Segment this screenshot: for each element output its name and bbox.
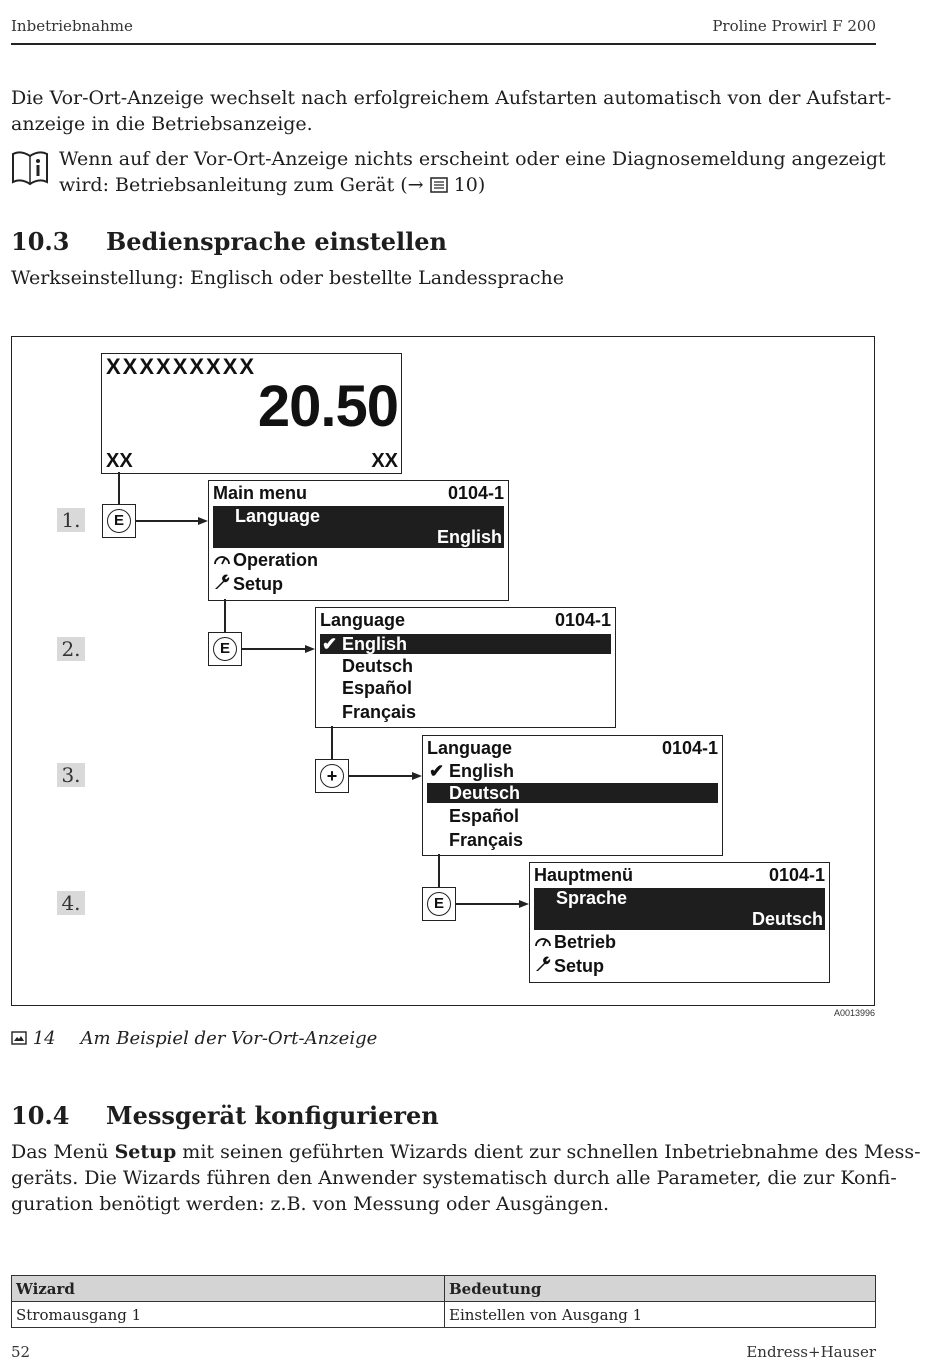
checkmark-icon: ✔ xyxy=(429,761,445,781)
setup-line-3: guration benötigt werden: z.B. von Messung oder Ausgängen. xyxy=(11,1193,610,1215)
page-ref-icon xyxy=(430,174,448,190)
list-item[interactable] xyxy=(423,829,722,851)
menu-header xyxy=(423,737,722,759)
factory-setting-text: Werkseinstellung: Englisch oder bestellte Landessprache xyxy=(11,267,564,289)
haupt-menu-screen xyxy=(529,862,830,983)
plus-key-icon: + xyxy=(320,764,344,788)
setup-menu-term: Setup xyxy=(114,1141,177,1163)
page-number: 52 xyxy=(11,1343,31,1361)
menu-item-operation[interactable] xyxy=(209,549,508,571)
list-item-label: Deutsch xyxy=(449,783,521,803)
list-item-label: Deutsch xyxy=(342,656,414,676)
connector-line xyxy=(242,648,305,650)
header-rule xyxy=(11,43,876,45)
note-line-2-prefix: wird: Betriebsanleitung zum Gerät (→ xyxy=(59,174,430,196)
display-value: 20.50 xyxy=(257,374,398,439)
menu-item-setup[interactable] xyxy=(530,955,829,977)
info-book-icon xyxy=(11,150,49,186)
list-item[interactable] xyxy=(316,677,615,699)
enter-key-icon: E xyxy=(427,892,451,916)
list-item-label: Español xyxy=(449,806,520,826)
gauge-icon xyxy=(213,551,233,573)
menu-code: 0104-1 xyxy=(661,738,718,758)
menu-item-language-selected[interactable] xyxy=(213,506,504,548)
connector-line xyxy=(456,903,519,905)
arrow-right-icon xyxy=(198,517,208,525)
menu-title: Main menu xyxy=(213,483,308,503)
menu-item-setup[interactable] xyxy=(209,573,508,595)
menu-item-label: Betrieb xyxy=(554,932,617,952)
menu-item-label: Operation xyxy=(233,550,319,570)
table-header-row xyxy=(12,1276,876,1302)
step-label-2: 2. xyxy=(57,637,85,661)
column-header-bedeutung: Bedeutung xyxy=(445,1276,876,1302)
list-item-deutsch-highlighted[interactable] xyxy=(427,783,718,803)
wizard-table xyxy=(11,1275,876,1328)
connector-line xyxy=(224,599,226,632)
list-item-english-checked[interactable] xyxy=(423,760,722,782)
note-paragraph xyxy=(59,146,886,198)
enter-key-icon: E xyxy=(107,509,131,533)
note-line-2 xyxy=(59,172,886,198)
wrench-icon xyxy=(213,574,233,597)
section-number: 10.3 xyxy=(11,227,70,256)
text-run: mit seinen geführten Wizards dient zur schnellen Inbetriebnahme des Mess- xyxy=(176,1141,921,1163)
table-cell: Einstellen von Ausgang 1 xyxy=(445,1302,876,1328)
section-title: Bediensprache einstellen xyxy=(106,227,448,256)
list-item[interactable] xyxy=(316,701,615,723)
menu-item-betrieb[interactable] xyxy=(530,931,829,953)
menu-item-value: English xyxy=(436,527,502,547)
setup-paragraph xyxy=(11,1139,921,1217)
connector-line xyxy=(136,520,198,522)
list-item-label: English xyxy=(449,761,515,781)
menu-code: 0104-1 xyxy=(768,865,825,885)
menu-item-label: Setup xyxy=(233,574,284,594)
arrow-right-icon xyxy=(305,645,315,653)
list-item-label: Français xyxy=(449,830,524,850)
table-row xyxy=(12,1302,876,1328)
arrow-right-icon xyxy=(519,900,529,908)
running-header-right: Proline Prowirl F 200 xyxy=(712,17,876,35)
section-heading-10-4 xyxy=(11,1101,439,1130)
step-label-1: 1. xyxy=(57,508,85,532)
connector-line xyxy=(118,472,120,504)
figure-caption xyxy=(11,1028,377,1049)
checkmark-icon: ✔ xyxy=(322,634,338,654)
enter-key-step-2[interactable] xyxy=(208,632,242,666)
menu-title: Hauptmenü xyxy=(534,865,633,885)
menu-title: Language xyxy=(320,610,406,630)
setup-line-1 xyxy=(11,1139,921,1165)
intro-line-1: Die Vor-Ort-Anzeige wechselt nach erfolgreichem Aufstarten automatisch von der Aufstart- xyxy=(11,87,892,109)
language-list-screen-1 xyxy=(315,607,616,728)
connector-line xyxy=(349,775,412,777)
step-label-3: 3. xyxy=(57,763,85,787)
intro-paragraph xyxy=(11,85,891,137)
display-unit-right: XX xyxy=(371,450,398,472)
enter-key-step-1[interactable] xyxy=(102,504,136,538)
menu-title: Language xyxy=(427,738,513,758)
connector-line xyxy=(331,726,333,759)
gauge-icon xyxy=(534,933,554,955)
figure-number: 14 xyxy=(32,1028,56,1049)
figure-caption-text: Am Beispiel der Vor-Ort-Anzeige xyxy=(80,1028,378,1049)
enter-key-icon: E xyxy=(213,637,237,661)
note-page-ref: 10) xyxy=(453,174,486,196)
menu-code: 0104-1 xyxy=(554,610,611,630)
column-header-wizard: Wizard xyxy=(12,1276,445,1302)
intro-line-2: anzeige in die Betriebsanzeige. xyxy=(11,113,313,135)
connector-line xyxy=(438,854,440,887)
operational-display xyxy=(101,353,402,474)
list-item-label: Français xyxy=(342,702,417,722)
menu-header xyxy=(316,609,615,631)
running-header-left: Inbetriebnahme xyxy=(11,17,133,35)
text-run: Das Menü xyxy=(11,1141,115,1163)
display-tag: XXXXXXXXX xyxy=(106,354,257,379)
language-list-screen-2 xyxy=(422,735,723,856)
section-heading-10-3 xyxy=(11,227,447,256)
enter-key-step-4[interactable] xyxy=(422,887,456,921)
menu-header xyxy=(530,864,829,886)
arrow-right-icon xyxy=(412,772,422,780)
setup-line-2: geräts. Die Wizards führen den Anwender systematisch durch alle Parameter, die zur Konfi- xyxy=(11,1167,897,1189)
menu-item-label: Setup xyxy=(554,956,605,976)
menu-code: 0104-1 xyxy=(447,483,504,503)
note-line-1: Wenn auf der Vor-Ort-Anzeige nichts erscheint oder eine Diagnosemeldung angezeigt xyxy=(59,148,886,170)
list-item-label: Español xyxy=(342,678,413,698)
menu-item-label: Language xyxy=(235,506,321,526)
wrench-icon xyxy=(534,956,554,979)
footer-brand: Endress+Hauser xyxy=(746,1343,876,1361)
figure-id: A0013996 xyxy=(833,1008,875,1018)
figure-icon xyxy=(11,1029,27,1043)
menu-header xyxy=(209,482,508,504)
plus-key-step-3[interactable] xyxy=(315,759,349,793)
section-number: 10.4 xyxy=(11,1101,70,1130)
step-label-4: 4. xyxy=(57,891,85,915)
list-item-english-selected[interactable] xyxy=(320,634,611,654)
main-menu-screen xyxy=(208,480,509,601)
menu-item-sprache-selected[interactable] xyxy=(534,888,825,930)
list-item[interactable] xyxy=(316,655,615,677)
menu-item-value: Deutsch xyxy=(751,909,823,929)
list-item[interactable] xyxy=(423,805,722,827)
display-unit-left: XX xyxy=(106,450,133,472)
menu-item-label: Sprache xyxy=(556,888,628,908)
list-item-label: English xyxy=(342,634,408,654)
table-cell: Stromausgang 1 xyxy=(12,1302,445,1328)
section-title: Messgerät konfigurieren xyxy=(106,1101,439,1130)
